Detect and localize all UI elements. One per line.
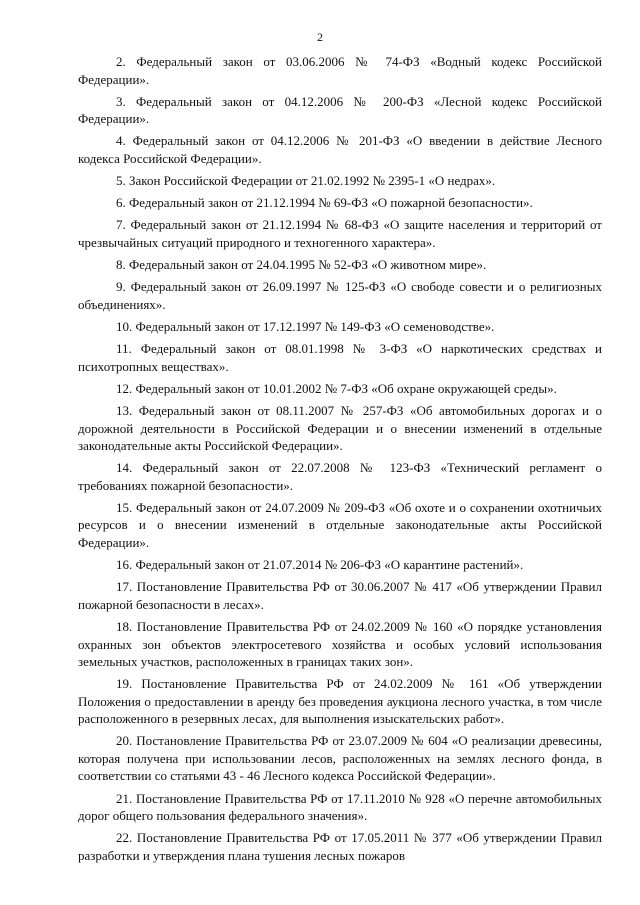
list-item: 6. Федеральный закон от 21.12.1994 № 69-ФЗ «О пожарной безопасности». xyxy=(116,195,533,211)
list-item: 10. Федеральный закон от 17.12.1997 № 149-ФЗ «О семеноводстве». xyxy=(116,319,495,334)
list-item: 2. Федеральный закон от 03.06.2006 № 74-ФЗ «Водный кодекс Российской Федерации». xyxy=(78,54,602,87)
list-item: 18. Постановление Правительства РФ от 24.02.2009 № 160 «О порядке установления охранных зон объектов электросетевого хозяйства и особых условий использования земельных участков, расположенных в границах таких зон». xyxy=(78,619,602,669)
list-item: 17. Постановление Правительства РФ от 30.06.2007 № 417 «Об утверждении Правил пожарной безопасности в лесах». xyxy=(78,579,602,612)
list-item: 3. Федеральный закон от 04.12.2006 № 200-ФЗ «Лесной кодекс Российской Федерации». xyxy=(78,93,602,127)
list-item: 11. Федеральный закон от 08.01.1998 № 3-ФЗ «О наркотических средствах и психотропных веществах». xyxy=(78,341,602,374)
list-item: 5. Закон Российской Федерации от 21.02.1992 № 2395-1 «О недрах». xyxy=(116,173,496,189)
list-item: 13. Федеральный закон от 08.11.2007 № 257-ФЗ «Об автомобильных дорогах и о дорожной деятельности в Российской Федерации и о внесении изменений в отдельные законодательные акты Российской Федерации». xyxy=(78,403,602,454)
list-item: 19. Постановление Правительства РФ от 24.02.2009 № 161 «Об утверждении Положения о предоставлении в аренду без проведения аукциона лесного участка, в том числе расположенного в резервных лесах, для выполнения изыскательских работ». xyxy=(78,676,602,727)
legal-acts-list xyxy=(78,53,602,869)
list-item: 7. Федеральный закон от 21.12.1994 № 68-ФЗ «О защите населения и территорий от чрезвычайных ситуаций природного и техногенного характера». xyxy=(78,217,602,250)
list-item: 20. Постановление Правительства РФ от 23.07.2009 № 604 «О реализации древесины, которая получена при использовании лесов, расположенных на землях лесного фонда, в соответствии со статьями 43 - 46 Лесного кодекса Российской Федерации». xyxy=(78,733,602,784)
list-item: 16. Федеральный закон от 21.07.2014 № 206-ФЗ «О карантине растений». xyxy=(116,557,524,573)
list-item: 15. Федеральный закон от 24.07.2009 № 209-ФЗ «Об охоте и о сохранении охотничьих ресурсов и о внесении изменений в отдельные законодательные акты Российской Федерации». xyxy=(78,499,602,550)
list-item: 14. Федеральный закон от 22.07.2008 № 123-ФЗ «Технический регламент о требованиях пожарной безопасности». xyxy=(78,460,602,493)
list-item: 12. Федеральный закон от 10.01.2002 № 7-ФЗ «Об охране окружающей среды». xyxy=(116,380,557,396)
list-item: 8. Федеральный закон от 24.04.1995 № 52-ФЗ «О животном мире». xyxy=(116,257,487,273)
page-number: 2 xyxy=(317,30,323,44)
list-item: 4. Федеральный закон от 04.12.2006 № 201-ФЗ «О введении в действие Лесного кодекса Российской Федерации». xyxy=(78,133,602,166)
list-item: 9. Федеральный закон от 26.09.1997 № 125-ФЗ «О свободе совести и о религиозных объединениях». xyxy=(78,279,602,312)
list-item: 22. Постановление Правительства РФ от 17.05.2011 № 377 «Об утверждении Правил разработки и утверждения плана тушения лесных пожаров xyxy=(78,830,602,863)
list-item: 21. Постановление Правительства РФ от 17.11.2010 № 928 «О перечне автомобильных дорог общего пользования федерального значения». xyxy=(78,790,602,824)
